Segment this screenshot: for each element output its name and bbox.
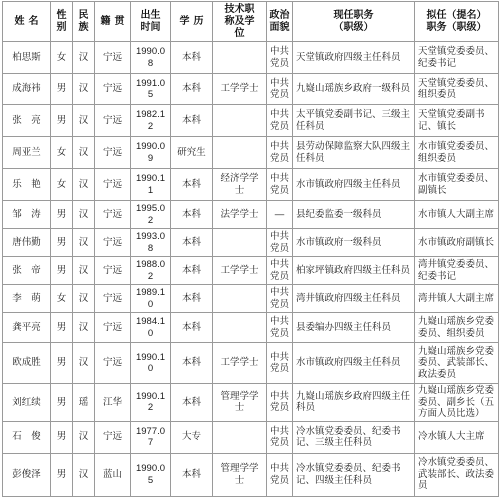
- table-row: [3, 229, 499, 257]
- proposed-post-cell: 九嶷山瑶族乡党委委员、副乡长（五方面人员比选）: [415, 384, 499, 422]
- header-proposed-post-label: 拟任（提名）职务（职级）: [426, 9, 487, 33]
- gender-cell: 男: [51, 421, 73, 453]
- ethnicity-cell: 瑶: [73, 384, 95, 422]
- name-cell: 刘红续: [3, 384, 51, 422]
- education-cell: 本科: [171, 384, 213, 422]
- education-cell: 本科: [171, 453, 213, 496]
- proposed-post-cell: 水市镇党委委员、副镇长: [415, 169, 499, 201]
- gender-cell: 男: [51, 201, 73, 229]
- title-degree-cell: 工学学士: [213, 343, 267, 384]
- education-cell: 本科: [171, 74, 213, 105]
- birth-date-cell: 1990.12: [131, 384, 171, 422]
- party-cell: 中共党员: [267, 421, 293, 453]
- table-row: [3, 42, 499, 74]
- gender-cell: 女: [51, 285, 73, 313]
- title-degree-cell: 工学学士: [213, 74, 267, 105]
- birth-date-cell: 1990.10: [131, 343, 171, 384]
- party-cell: 中共党员: [267, 169, 293, 201]
- education-cell: 本科: [171, 169, 213, 201]
- gender-cell: 女: [51, 169, 73, 201]
- name-cell: 成海祎: [3, 74, 51, 105]
- name-cell: 龚平亮: [3, 313, 51, 343]
- birth-date-cell: 1982.12: [131, 105, 171, 137]
- education-cell: 本科: [171, 343, 213, 384]
- native-place-cell: 宁远: [95, 257, 131, 285]
- party-cell: 中共党员: [267, 343, 293, 384]
- birth-date-cell: 1990.09: [131, 137, 171, 169]
- table-row: [3, 137, 499, 169]
- current-post-cell: 冷水镇党委委员、纪委书记、四级主任科员: [293, 453, 415, 496]
- header-education: [171, 2, 213, 42]
- gender-cell: 女: [51, 42, 73, 74]
- proposed-post-cell: 天堂镇党委委员、组织委员: [415, 74, 499, 105]
- title-degree-cell: [213, 105, 267, 137]
- name-cell: 石 俊: [3, 421, 51, 453]
- education-cell: 本科: [171, 201, 213, 229]
- header-birth: [131, 2, 171, 42]
- current-post-cell: 柏家坪镇政府四级主任科员: [293, 257, 415, 285]
- gender-cell: 男: [51, 343, 73, 384]
- party-cell: 中共党员: [267, 384, 293, 422]
- name-cell: 李 萌: [3, 285, 51, 313]
- current-post-cell: 水市镇政府四级主任科员: [293, 169, 415, 201]
- name-cell: 唐伟勤: [3, 229, 51, 257]
- title-degree-cell: 法学学士: [213, 201, 267, 229]
- current-post-cell: 九嶷山瑶族乡政府一级科员: [293, 74, 415, 105]
- header-proposed-post: [415, 2, 499, 42]
- birth-date-cell: 1995.02: [131, 201, 171, 229]
- header-party: [267, 2, 293, 42]
- title-degree-cell: [213, 42, 267, 74]
- title-degree-cell: [213, 421, 267, 453]
- current-post-cell: 水市镇政府一级科员: [293, 229, 415, 257]
- name-cell: 张 帝: [3, 257, 51, 285]
- birth-date-cell: 1990.11: [131, 169, 171, 201]
- party-cell: 中共党员: [267, 257, 293, 285]
- header-current-post: [293, 2, 415, 42]
- party-cell: 中共党员: [267, 42, 293, 74]
- appointment-table: [2, 1, 499, 497]
- current-post-cell: 县委编办四级主任科员: [293, 313, 415, 343]
- native-place-cell: 宁远: [95, 229, 131, 257]
- native-place-cell: 宁远: [95, 313, 131, 343]
- current-post-cell: 冷水镇党委委员、纪委书记、三级主任科员: [293, 421, 415, 453]
- proposed-post-cell: 冷水镇党委委员、武装部长、政法委员: [415, 453, 499, 496]
- title-degree-cell: [213, 313, 267, 343]
- ethnicity-cell: 汉: [73, 169, 95, 201]
- name-cell: 柏思斯: [3, 42, 51, 74]
- table-row: [3, 169, 499, 201]
- birth-date-cell: 1984.10: [131, 313, 171, 343]
- name-cell: 欧成胜: [3, 343, 51, 384]
- gender-cell: 女: [51, 137, 73, 169]
- table-row: [3, 453, 499, 496]
- header-birth-label: 出生时间: [140, 9, 161, 33]
- proposed-post-cell: 水市镇政府副镇长: [415, 229, 499, 257]
- birth-date-cell: 1977.07: [131, 421, 171, 453]
- party-cell: 中共党员: [267, 105, 293, 137]
- proposed-post-cell: 冷水镇人大主席: [415, 421, 499, 453]
- native-place-cell: 宁远: [95, 421, 131, 453]
- ethnicity-cell: 汉: [73, 313, 95, 343]
- ethnicity-cell: 汉: [73, 421, 95, 453]
- header-ethnicity: [73, 2, 95, 42]
- education-cell: 本科: [171, 105, 213, 137]
- proposed-post-cell: 水市镇人大副主席: [415, 201, 499, 229]
- header-party-label: 政治面貌: [269, 9, 290, 33]
- table-row: [3, 313, 499, 343]
- native-place-cell: 宁远: [95, 105, 131, 137]
- native-place-cell: 宁远: [95, 343, 131, 384]
- education-cell: 研究生: [171, 137, 213, 169]
- current-post-cell: 九嶷山瑶族乡政府四级主任科员: [293, 384, 415, 422]
- ethnicity-cell: 汉: [73, 74, 95, 105]
- party-cell: 中共党员: [267, 74, 293, 105]
- party-cell: 中共党员: [267, 453, 293, 496]
- table-row: [3, 257, 499, 285]
- birth-date-cell: 1991.05: [131, 74, 171, 105]
- header-education-label: 学历: [179, 15, 208, 27]
- birth-date-cell: 1990.05: [131, 453, 171, 496]
- birth-date-cell: 1990.08: [131, 42, 171, 74]
- party-cell: 中共党员: [267, 229, 293, 257]
- table-row: [3, 105, 499, 137]
- table-row: [3, 285, 499, 313]
- proposed-post-cell: 水市镇党委委员、组织委员: [415, 137, 499, 169]
- native-place-cell: 宁远: [95, 42, 131, 74]
- education-cell: 本科: [171, 229, 213, 257]
- native-place-cell: 蓝山: [95, 453, 131, 496]
- table-row: [3, 343, 499, 384]
- name-cell: 张 亮: [3, 105, 51, 137]
- ethnicity-cell: 汉: [73, 285, 95, 313]
- education-cell: 本科: [171, 313, 213, 343]
- header-title-degree-label: 技术职称及学位: [224, 3, 255, 39]
- name-cell: 彭俊泽: [3, 453, 51, 496]
- title-degree-cell: [213, 137, 267, 169]
- title-degree-cell: [213, 229, 267, 257]
- current-post-cell: 天堂镇政府四级主任科员: [293, 42, 415, 74]
- education-cell: 本科: [171, 42, 213, 74]
- name-cell: 乐 艳: [3, 169, 51, 201]
- title-degree-cell: 管理学学士: [213, 453, 267, 496]
- current-post-cell: 湾井镇政府四级主任科员: [293, 285, 415, 313]
- name-cell: 周亚兰: [3, 137, 51, 169]
- header-native-place: [95, 2, 131, 42]
- header-title-degree: [213, 2, 267, 42]
- title-degree-cell: [213, 285, 267, 313]
- proposed-post-cell: 九嶷山瑶族乡党委委员、武装部长、政法委员: [415, 343, 499, 384]
- ethnicity-cell: 汉: [73, 137, 95, 169]
- header-current-post-label: 现任职务（职级）: [333, 9, 374, 33]
- birth-date-cell: 1988.02: [131, 257, 171, 285]
- gender-cell: 男: [51, 313, 73, 343]
- title-degree-cell: 管理学学士: [213, 384, 267, 422]
- party-cell: 中共党员: [267, 137, 293, 169]
- current-post-cell: 县纪委监委一级科员: [293, 201, 415, 229]
- header-native-place-label: 籍贯: [100, 15, 129, 27]
- proposed-post-cell: 九嶷山瑶族乡党委委员、组织委员: [415, 313, 499, 343]
- header-name: [3, 2, 51, 42]
- native-place-cell: 宁远: [95, 201, 131, 229]
- party-cell: 中共党员: [267, 313, 293, 343]
- birth-date-cell: 1989.10: [131, 285, 171, 313]
- ethnicity-cell: 汉: [73, 201, 95, 229]
- gender-cell: 男: [51, 105, 73, 137]
- ethnicity-cell: 汉: [73, 229, 95, 257]
- native-place-cell: 宁远: [95, 285, 131, 313]
- title-degree-cell: 经济学学士: [213, 169, 267, 201]
- table-row: [3, 384, 499, 422]
- header-gender: [51, 2, 73, 42]
- header-gender-label: 性别: [56, 9, 67, 33]
- proposed-post-cell: 湾井镇党委委员、纪委书记: [415, 257, 499, 285]
- header-name-label: 姓名: [14, 15, 43, 27]
- party-cell: —: [267, 201, 293, 229]
- current-post-cell: 水市镇政府四级主任科员: [293, 343, 415, 384]
- education-cell: 大专: [171, 421, 213, 453]
- gender-cell: 男: [51, 229, 73, 257]
- native-place-cell: 江华: [95, 384, 131, 422]
- name-cell: 邹 涛: [3, 201, 51, 229]
- header-row: [3, 2, 499, 42]
- education-cell: 本科: [171, 257, 213, 285]
- title-degree-cell: 工学学士: [213, 257, 267, 285]
- party-cell: 中共党员: [267, 285, 293, 313]
- table-row: [3, 421, 499, 453]
- current-post-cell: 太平镇党委副书记、三级主任科员: [293, 105, 415, 137]
- ethnicity-cell: 汉: [73, 105, 95, 137]
- proposed-post-cell: 湾井镇人大副主席: [415, 285, 499, 313]
- proposed-post-cell: 天堂镇党委委员、纪委书记: [415, 42, 499, 74]
- ethnicity-cell: 汉: [73, 453, 95, 496]
- birth-date-cell: 1993.08: [131, 229, 171, 257]
- proposed-post-cell: 天堂镇党委副书记、镇长: [415, 105, 499, 137]
- gender-cell: 男: [51, 384, 73, 422]
- current-post-cell: 县劳动保障监察大队四级主任科员: [293, 137, 415, 169]
- gender-cell: 男: [51, 257, 73, 285]
- native-place-cell: 宁远: [95, 137, 131, 169]
- ethnicity-cell: 汉: [73, 343, 95, 384]
- table-row: [3, 201, 499, 229]
- ethnicity-cell: 汉: [73, 42, 95, 74]
- gender-cell: 男: [51, 74, 73, 105]
- table-row: [3, 74, 499, 105]
- header-ethnicity-label: 民族: [78, 9, 89, 33]
- native-place-cell: 宁远: [95, 169, 131, 201]
- education-cell: 本科: [171, 285, 213, 313]
- native-place-cell: 宁远: [95, 74, 131, 105]
- ethnicity-cell: 汉: [73, 257, 95, 285]
- gender-cell: 男: [51, 453, 73, 496]
